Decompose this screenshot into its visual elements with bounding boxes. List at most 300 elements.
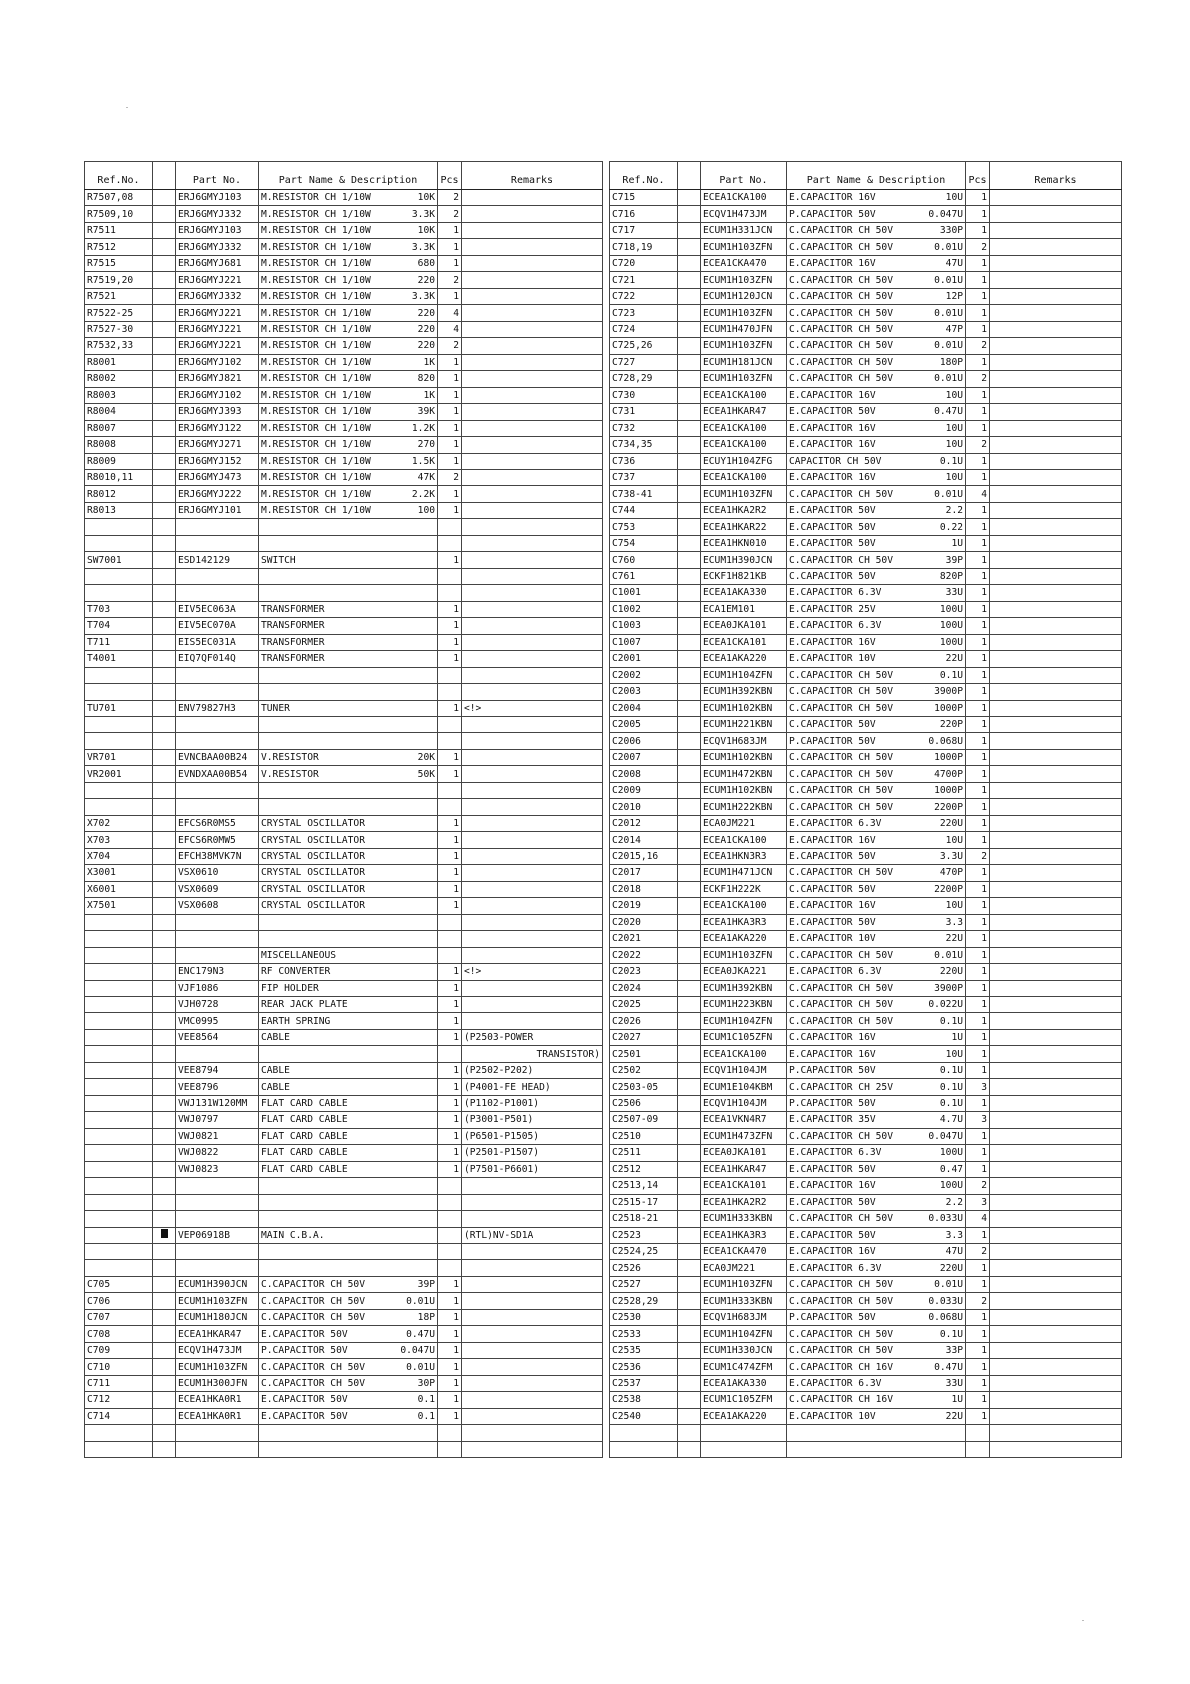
remarks-cell xyxy=(462,585,603,601)
description-name: TRANSFORMER xyxy=(261,620,325,632)
description-name: E.CAPACITOR 50V xyxy=(789,1196,876,1208)
mark-cell xyxy=(678,947,701,963)
remarks-cell xyxy=(462,634,603,650)
remarks-cell xyxy=(462,222,603,238)
mark-cell xyxy=(678,1062,701,1078)
ref-no-cell: R7521 xyxy=(85,288,153,304)
pcs-cell: 2 xyxy=(438,272,462,288)
ref-no-cell xyxy=(85,1161,153,1177)
description-name: C.CAPACITOR CH 50V xyxy=(789,752,893,764)
mark-cell xyxy=(153,881,176,897)
description-cell xyxy=(787,1342,966,1358)
description-value: 10K xyxy=(417,192,435,204)
description-name: CRYSTAL OSCILLATOR xyxy=(261,834,365,846)
part-no-cell: ECUM1H103ZFN xyxy=(701,1276,787,1292)
pcs-cell: 1 xyxy=(438,387,462,403)
description xyxy=(789,404,963,419)
ref-no-cell xyxy=(85,1145,153,1161)
part-no-cell: ECEA1AKA330 xyxy=(701,585,787,601)
pcs-cell: 1 xyxy=(438,700,462,716)
description-name: E.CAPACITOR 16V xyxy=(789,900,876,912)
description-cell xyxy=(787,552,966,568)
part-no-cell: ECEA0JKA101 xyxy=(701,1145,787,1161)
mark-cell xyxy=(153,931,176,947)
description-cell xyxy=(259,749,438,765)
remarks-cell xyxy=(462,914,603,930)
description xyxy=(261,701,435,716)
description xyxy=(789,701,963,716)
mark-cell xyxy=(678,782,701,798)
part-no-cell: VJH0728 xyxy=(176,996,259,1012)
ref-no-cell: T711 xyxy=(85,634,153,650)
pcs-cell: 1 xyxy=(438,1013,462,1029)
remarks-cell xyxy=(990,651,1122,667)
pcs-cell: 1 xyxy=(438,1309,462,1325)
description xyxy=(789,783,963,798)
description-cell xyxy=(787,272,966,288)
description xyxy=(261,898,435,913)
ref-no-cell: C1001 xyxy=(610,585,678,601)
description-cell xyxy=(259,881,438,897)
ref-no-cell xyxy=(85,782,153,798)
table-row xyxy=(610,618,1122,634)
pcs-cell: 1 xyxy=(966,717,990,733)
description-cell xyxy=(259,832,438,848)
remarks-cell xyxy=(990,964,1122,980)
description-name: E.CAPACITOR 16V xyxy=(789,834,876,846)
table-row xyxy=(85,1425,603,1441)
table-row xyxy=(85,1309,603,1325)
ref-no-cell: R7527-30 xyxy=(85,321,153,337)
header-ref-no: Ref.No. xyxy=(85,162,153,190)
remarks-cell xyxy=(990,700,1122,716)
pcs-cell: 1 xyxy=(438,239,462,255)
description-name: E.CAPACITOR 10V xyxy=(789,933,876,945)
remarks-cell xyxy=(462,255,603,271)
parts-list-right-panel xyxy=(609,161,1122,1458)
remarks-cell xyxy=(462,749,603,765)
description-cell xyxy=(787,1276,966,1292)
description-value: 2.2 xyxy=(945,1196,963,1208)
description-cell xyxy=(259,585,438,601)
description-name: M.RESISTOR CH 1/10W xyxy=(261,258,371,270)
table-row xyxy=(85,1326,603,1342)
mark-cell xyxy=(153,387,176,403)
part-no-cell: ERJ6GMYJ332 xyxy=(176,239,259,255)
remarks-cell xyxy=(990,519,1122,535)
description xyxy=(789,273,963,288)
table-row xyxy=(85,832,603,848)
pcs-cell: 2 xyxy=(966,1293,990,1309)
pcs-cell: 1 xyxy=(966,931,990,947)
description-name: V.RESISTOR xyxy=(261,752,319,764)
description-name: C.CAPACITOR 16V xyxy=(789,1032,876,1044)
description-value: 1U xyxy=(951,1032,963,1044)
description-value: 0.068U xyxy=(928,1312,963,1324)
description-value: 330P xyxy=(939,225,963,237)
description-name: P.CAPACITOR 50V xyxy=(789,735,876,747)
mark-cell xyxy=(153,585,176,601)
description-name: C.CAPACITOR CH 50V xyxy=(789,702,893,714)
description-name: E.CAPACITOR 16V xyxy=(789,1180,876,1192)
description-cell xyxy=(259,1441,438,1457)
table-row xyxy=(610,453,1122,469)
ref-no-cell: C2004 xyxy=(610,700,678,716)
pcs-cell: 1 xyxy=(438,601,462,617)
mark-cell xyxy=(678,502,701,518)
mark-cell xyxy=(153,338,176,354)
remarks-cell xyxy=(462,601,603,617)
description-value: 3.3K xyxy=(411,291,435,303)
description-name: P.CAPACITOR 50V xyxy=(789,1098,876,1110)
part-no-cell: EIQ7QF014Q xyxy=(176,651,259,667)
description xyxy=(789,1327,963,1342)
part-no-cell: VSX0609 xyxy=(176,881,259,897)
description-value: 0.47 xyxy=(939,1163,963,1175)
part-no-cell: ECEA1CKA100 xyxy=(701,1046,787,1062)
description xyxy=(789,1129,963,1144)
description-name: CRYSTAL OSCILLATOR xyxy=(261,867,365,879)
part-no-cell: ECUY1H104ZFG xyxy=(701,453,787,469)
description xyxy=(789,1376,963,1391)
table-row xyxy=(610,404,1122,420)
part-no-cell: VEE8794 xyxy=(176,1062,259,1078)
ref-no-cell: R7532,33 xyxy=(85,338,153,354)
remarks-cell xyxy=(990,1013,1122,1029)
table-row xyxy=(610,634,1122,650)
mark-cell xyxy=(678,1013,701,1029)
table-row xyxy=(85,1145,603,1161)
description-name: E.CAPACITOR 6.3V xyxy=(789,1377,882,1389)
description-name: M.RESISTOR CH 1/10W xyxy=(261,455,371,467)
ref-no-cell: C715 xyxy=(610,190,678,206)
description-name: C.CAPACITOR CH 50V xyxy=(261,1295,365,1307)
mark-cell xyxy=(678,1079,701,1095)
mark-cell xyxy=(678,651,701,667)
table-row xyxy=(85,865,603,881)
remarks-cell xyxy=(990,371,1122,387)
remarks-cell xyxy=(990,1227,1122,1243)
description-name: E.CAPACITOR 16V xyxy=(789,389,876,401)
table-row xyxy=(85,1392,603,1408)
ref-no-cell: C760 xyxy=(610,552,678,568)
remarks-cell xyxy=(462,1441,603,1457)
description-cell xyxy=(787,1178,966,1194)
description xyxy=(789,931,963,946)
remarks-cell: (P2503-POWER xyxy=(462,1029,603,1045)
remarks-cell xyxy=(462,1260,603,1276)
table-row xyxy=(85,255,603,271)
pcs-cell: 1 xyxy=(966,288,990,304)
part-no-cell xyxy=(176,782,259,798)
description-cell xyxy=(787,1046,966,1062)
part-no-cell: ECUM1H330JCN xyxy=(701,1342,787,1358)
ref-no-cell: R8002 xyxy=(85,371,153,387)
mark-cell xyxy=(153,1260,176,1276)
description-cell xyxy=(259,255,438,271)
ref-no-cell: R8001 xyxy=(85,354,153,370)
remarks-cell xyxy=(990,585,1122,601)
description-name: E.CAPACITOR 16V xyxy=(789,192,876,204)
description xyxy=(789,487,963,502)
description-name: C.CAPACITOR CH 50V xyxy=(789,340,893,352)
pcs-cell: 1 xyxy=(966,190,990,206)
header-part-no: Part No. xyxy=(176,162,259,190)
ref-no-cell: C2024 xyxy=(610,980,678,996)
description-cell xyxy=(259,1227,438,1243)
table-row xyxy=(85,1178,603,1194)
mark-cell xyxy=(153,601,176,617)
description xyxy=(261,833,435,848)
description-name: C.CAPACITOR CH 50V xyxy=(789,949,893,961)
description-name: M.RESISTOR CH 1/10W xyxy=(261,291,371,303)
remarks-cell xyxy=(462,1211,603,1227)
part-no-cell xyxy=(176,1046,259,1062)
mark-cell xyxy=(678,733,701,749)
description-cell xyxy=(259,634,438,650)
description-value: 22U xyxy=(945,933,963,945)
description-value: 50K xyxy=(417,768,435,780)
description-cell xyxy=(787,667,966,683)
remarks-cell xyxy=(462,1276,603,1292)
description-cell xyxy=(787,700,966,716)
ref-no-cell: X6001 xyxy=(85,881,153,897)
pcs-cell: 1 xyxy=(966,568,990,584)
description xyxy=(789,520,963,535)
description xyxy=(789,470,963,485)
ref-no-cell: R8007 xyxy=(85,420,153,436)
part-no-cell: ECUM1H180JCN xyxy=(176,1309,259,1325)
mark-cell xyxy=(153,354,176,370)
pcs-cell: 1 xyxy=(438,371,462,387)
description-cell xyxy=(259,1145,438,1161)
description-cell xyxy=(259,1408,438,1424)
description-cell xyxy=(787,453,966,469)
table-row xyxy=(610,766,1122,782)
part-no-cell: ENC179N3 xyxy=(176,964,259,980)
description-value: 3900P xyxy=(934,982,963,994)
mark-cell xyxy=(153,502,176,518)
pcs-cell: 2 xyxy=(966,848,990,864)
description xyxy=(261,1112,435,1127)
pcs-cell: 1 xyxy=(438,502,462,518)
mark-cell xyxy=(678,1342,701,1358)
description xyxy=(261,997,435,1012)
description-cell xyxy=(259,1079,438,1095)
description-value: 220P xyxy=(939,719,963,731)
table-row xyxy=(610,1128,1122,1144)
description-name: M.RESISTOR CH 1/10W xyxy=(261,406,371,418)
scan-speck xyxy=(1082,1620,1084,1621)
description xyxy=(789,421,963,436)
description-name: RF CONVERTER xyxy=(261,966,331,978)
table-row xyxy=(610,1161,1122,1177)
description-value: 10U xyxy=(945,192,963,204)
remarks-cell xyxy=(462,1244,603,1260)
description-cell xyxy=(259,1342,438,1358)
part-no-cell: ERJ6GMYJ103 xyxy=(176,190,259,206)
description xyxy=(789,618,963,633)
table-row xyxy=(85,288,603,304)
description-name: E.CAPACITOR 16V xyxy=(789,422,876,434)
description-name: TRANSFORMER xyxy=(261,636,325,648)
description-cell xyxy=(259,453,438,469)
table-row xyxy=(610,437,1122,453)
description xyxy=(261,388,435,403)
description-value: 100U xyxy=(939,620,963,632)
table-row xyxy=(85,815,603,831)
description-cell xyxy=(259,1029,438,1045)
description-name: C.CAPACITOR CH 50V xyxy=(789,867,893,879)
description-cell xyxy=(259,387,438,403)
description xyxy=(261,322,435,337)
description-name: M.RESISTOR CH 1/10W xyxy=(261,274,371,286)
description xyxy=(789,717,963,732)
description-cell xyxy=(259,667,438,683)
table-row xyxy=(85,371,603,387)
pcs-cell: 2 xyxy=(966,239,990,255)
description-name: M.RESISTOR CH 1/10W xyxy=(261,241,371,253)
ref-no-cell: C727 xyxy=(610,354,678,370)
table-row xyxy=(610,288,1122,304)
mark-cell xyxy=(153,1211,176,1227)
ref-no-cell: VR701 xyxy=(85,749,153,765)
remarks-cell xyxy=(462,651,603,667)
description-name: MISCELLANEOUS xyxy=(261,949,337,961)
table-row xyxy=(610,964,1122,980)
part-no-cell: ESD142129 xyxy=(176,552,259,568)
mark-cell xyxy=(678,1309,701,1325)
pcs-cell: 1 xyxy=(966,1342,990,1358)
ref-no-cell xyxy=(610,1441,678,1457)
mark-cell xyxy=(153,1128,176,1144)
mark-cell xyxy=(678,799,701,815)
part-no-cell: ECUM1H333KBN xyxy=(701,1211,787,1227)
mark-cell xyxy=(678,717,701,733)
pcs-cell: 4 xyxy=(966,1211,990,1227)
ref-no-cell: C2021 xyxy=(610,931,678,947)
description xyxy=(261,750,435,765)
description-cell xyxy=(787,239,966,255)
remarks-cell xyxy=(990,387,1122,403)
description-name: C.CAPACITOR CH 50V xyxy=(789,686,893,698)
part-no-cell: ECUM1H103ZFN xyxy=(701,486,787,502)
description-value: 220U xyxy=(939,1262,963,1274)
description-name: C.CAPACITOR CH 50V xyxy=(789,982,893,994)
description-name: C.CAPACITOR CH 50V xyxy=(789,1130,893,1142)
ref-no-cell: C2524,25 xyxy=(610,1244,678,1260)
description-name: C.CAPACITOR CH 50V xyxy=(789,801,893,813)
table-row xyxy=(610,1441,1122,1457)
pcs-cell: 1 xyxy=(966,255,990,271)
remarks-cell xyxy=(990,272,1122,288)
table-row xyxy=(610,568,1122,584)
description xyxy=(789,1063,963,1078)
part-no-cell: ECEA1CKA101 xyxy=(701,1178,787,1194)
pcs-cell: 3 xyxy=(966,1112,990,1128)
ref-no-cell: C2006 xyxy=(610,733,678,749)
description-name: P.CAPACITOR 50V xyxy=(789,208,876,220)
remarks-cell xyxy=(990,1194,1122,1210)
mark-cell xyxy=(153,1276,176,1292)
part-no-cell: VEE8564 xyxy=(176,1029,259,1045)
ref-no-cell xyxy=(85,535,153,551)
remarks-cell xyxy=(990,1029,1122,1045)
ref-no-cell: C708 xyxy=(85,1326,153,1342)
ref-no-cell: C2510 xyxy=(610,1128,678,1144)
table-row xyxy=(85,684,603,700)
description-value: 10U xyxy=(945,389,963,401)
description-cell xyxy=(787,601,966,617)
description-value: 30P xyxy=(417,1377,435,1389)
table-row xyxy=(85,387,603,403)
ref-no-cell: T703 xyxy=(85,601,153,617)
ref-no-cell: C725,26 xyxy=(610,338,678,354)
pcs-cell: 1 xyxy=(966,1046,990,1062)
part-no-cell: ECEA1CKA101 xyxy=(701,634,787,650)
description-value: 0.047U xyxy=(928,208,963,220)
description-cell xyxy=(787,255,966,271)
pcs-cell: 1 xyxy=(966,1375,990,1391)
part-no-cell: ERJ6GMYJ222 xyxy=(176,486,259,502)
ref-no-cell xyxy=(85,1046,153,1062)
description-cell xyxy=(787,1211,966,1227)
table-row xyxy=(85,898,603,914)
description-name: M.RESISTOR CH 1/10W xyxy=(261,307,371,319)
table-row xyxy=(610,601,1122,617)
remarks-cell xyxy=(990,898,1122,914)
mark-cell xyxy=(153,1408,176,1424)
table-row xyxy=(85,1359,603,1375)
pcs-cell xyxy=(966,1425,990,1441)
part-no-cell: ECUM1H300JFN xyxy=(176,1375,259,1391)
pcs-cell: 1 xyxy=(966,1013,990,1029)
part-no-cell xyxy=(176,585,259,601)
table-row xyxy=(85,1112,603,1128)
description-cell xyxy=(787,733,966,749)
description-name: V.RESISTOR xyxy=(261,768,319,780)
part-no-cell: VEP06918B xyxy=(176,1227,259,1243)
table-row xyxy=(610,486,1122,502)
ref-no-cell xyxy=(85,1062,153,1078)
mark-cell xyxy=(153,799,176,815)
description-value: 0.047U xyxy=(400,1345,435,1357)
description-value: 2200P xyxy=(934,883,963,895)
description-cell xyxy=(259,552,438,568)
table-row xyxy=(610,387,1122,403)
description-value: 33U xyxy=(945,587,963,599)
remarks-cell xyxy=(462,865,603,881)
part-no-cell: EVNCBAA00B24 xyxy=(176,749,259,765)
description xyxy=(261,964,435,979)
description-cell xyxy=(259,486,438,502)
description-name: E.CAPACITOR 16V xyxy=(789,258,876,270)
pcs-cell: 1 xyxy=(966,898,990,914)
table-row xyxy=(85,469,603,485)
remarks-cell xyxy=(990,305,1122,321)
ref-no-cell xyxy=(85,914,153,930)
description-value: 1000P xyxy=(934,785,963,797)
part-no-cell: ECUM1H102KBN xyxy=(701,749,787,765)
remarks-cell xyxy=(462,782,603,798)
mark-cell xyxy=(678,832,701,848)
description xyxy=(789,602,963,617)
part-no-cell: ECQV1H473JM xyxy=(701,206,787,222)
remarks-cell xyxy=(462,980,603,996)
description-value: 0.022U xyxy=(928,999,963,1011)
description-name: C.CAPACITOR CH 50V xyxy=(261,1377,365,1389)
description-value: 10U xyxy=(945,834,963,846)
